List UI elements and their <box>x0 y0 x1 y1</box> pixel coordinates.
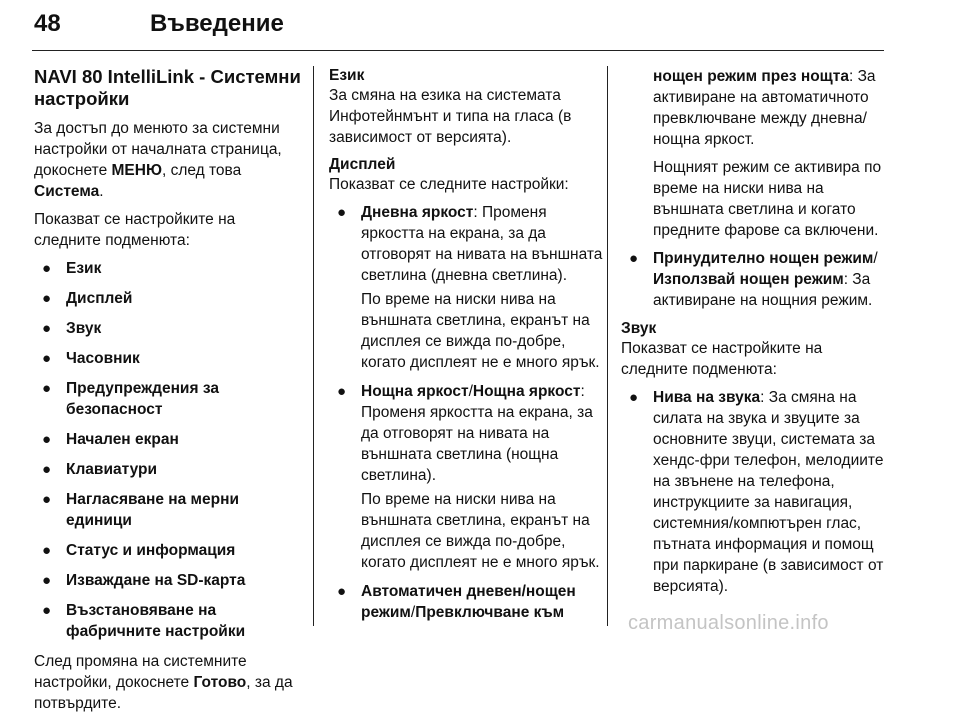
list-item <box>329 202 609 373</box>
submenu-list <box>34 258 304 642</box>
display-section <box>329 155 609 623</box>
sound-heading: Звук <box>621 320 657 337</box>
bullet-icon: ● <box>42 491 52 508</box>
list-item-label: Език <box>66 260 102 277</box>
list-item-label: Клавиатури <box>66 461 157 478</box>
auto-mode-label-2: Превключване към <box>415 604 565 621</box>
list-item-label: Предупреждения за безопасност <box>66 380 219 418</box>
done-keyword: Готово <box>193 674 247 691</box>
list-item <box>621 248 891 311</box>
forced-slash: / <box>873 250 878 267</box>
list-item-label: Начален екран <box>66 431 179 448</box>
confirm-text-a: След промяна на системните настройки, докоснете <box>34 653 247 691</box>
volume-levels-label: Нива на звука <box>653 389 761 406</box>
day-brightness-text: : Променя яркостта на екрана, за да отговорят на нивата на външната светлина (дневна светлина). <box>361 204 603 284</box>
bullet-icon: ● <box>42 380 52 397</box>
list-item <box>34 288 304 309</box>
section-heading-system-settings: NAVI 80 IntelliLink - Системни настройки <box>34 66 301 109</box>
list-item <box>34 540 304 561</box>
list-item <box>329 381 609 573</box>
watermark: carmanualsonline.info <box>628 612 829 634</box>
volume-levels-text: : За смяна на силата на звука и звуците за основните звуци, системата за хендс-фри телефон, мелодиите на звънене на телефона, инструкциите за навигация, системния/компютърен глас, пътната информация и помощ при паркиране (в зависимост от версията). <box>653 389 884 595</box>
list-item-label: Статус и информация <box>66 542 236 559</box>
submenus-intro: Показват се настройките на следните подменюта: <box>34 211 236 249</box>
column-1 <box>34 66 304 721</box>
bullet-icon: ● <box>629 389 639 406</box>
system-keyword: Система <box>34 183 100 200</box>
list-item-label: Дисплей <box>66 290 133 307</box>
language-heading: Език <box>329 67 365 84</box>
confirm-paragraph <box>34 651 304 714</box>
bullet-icon: ● <box>42 350 52 367</box>
bullet-icon: ● <box>42 602 52 619</box>
night-brightness-text: : Променя яркостта на екрана, за да отговорят на нивата на външната светлина (нощна светлина). <box>361 383 593 484</box>
list-item <box>34 600 304 642</box>
use-night-mode-label: Използвай нощен режим <box>653 271 844 288</box>
list-item <box>621 387 891 597</box>
list-item-label: Звук <box>66 320 102 337</box>
sound-intro: Показват се настройките на следните подменюта: <box>621 340 823 378</box>
bullet-icon: ● <box>337 383 347 400</box>
night-brightness-note: По време на ниски нива на външната светлина, екранът на дисплея се вижда по-добре, когато дисплеят не е много ярък. <box>361 491 600 571</box>
language-section <box>329 66 609 148</box>
list-item <box>34 348 304 369</box>
display-settings-list <box>329 202 609 623</box>
night-brightness-label: Нощна яркост <box>361 383 469 400</box>
list-item <box>34 570 304 591</box>
display-heading: Дисплей <box>329 156 396 173</box>
display-intro: Показват се следните настройки: <box>329 176 569 193</box>
bullet-icon: ● <box>42 290 52 307</box>
intro-text-a: За достъп до менюто за системни настройки от началната страница, докоснете <box>34 120 282 179</box>
list-item <box>34 318 304 339</box>
list-item <box>34 489 304 531</box>
forced-night-label: Принудително нощен режим <box>653 250 874 267</box>
auto-mode-continued <box>621 66 891 241</box>
bullet-icon: ● <box>42 461 52 478</box>
night-brightness-label-2: Нощна яркост <box>472 383 581 400</box>
bullet-icon: ● <box>42 542 52 559</box>
day-brightness-note: По време на ниски нива на външната светлина, екранът на дисплея се вижда по-добре, когато дисплеят не е много ярък. <box>361 291 600 371</box>
bullet-icon: ● <box>629 250 639 267</box>
night-mode-label: нощен режим през нощта <box>653 68 849 85</box>
page-number: 48 <box>34 10 61 37</box>
list-item <box>329 581 609 623</box>
intro-text-b: , след това <box>161 162 242 179</box>
confirm-text-b: , за да потвърдите. <box>34 674 293 712</box>
list-item-label: Нагласяване на мерни единици <box>66 491 239 529</box>
page-header <box>32 6 884 51</box>
forced-night-text: : За активиране на нощния режим. <box>653 271 873 309</box>
list-item <box>34 378 304 420</box>
bullet-icon: ● <box>42 260 52 277</box>
auto-mode-note: Нощният режим се активира по време на ниски нива на външната светлина и когато предните фарове са включени. <box>653 159 882 239</box>
list-item <box>34 459 304 480</box>
column-2 <box>329 66 609 631</box>
bullet-icon: ● <box>42 320 52 337</box>
bullet-icon: ● <box>337 204 347 221</box>
bullet-icon: ● <box>42 572 52 589</box>
auto-mode-cont-paragraph <box>653 66 891 150</box>
bullet-icon: ● <box>337 583 347 600</box>
list-item-label: Възстановяване на фабричните настройки <box>66 602 246 640</box>
menu-keyword: МЕНЮ <box>111 162 162 179</box>
sound-settings-list <box>621 387 891 597</box>
intro-paragraph <box>34 118 304 202</box>
intro-text-c: . <box>99 183 104 200</box>
column-3 <box>621 66 891 605</box>
night-slash: / <box>468 383 473 400</box>
sound-section <box>621 319 891 597</box>
forced-night-list <box>621 248 891 311</box>
bullet-icon: ● <box>42 431 52 448</box>
list-item-label: Изваждане на SD-карта <box>66 572 246 589</box>
auto-mode-text: : За активиране на автоматичното превключване между дневна/нощна яркост. <box>653 68 876 148</box>
language-text: За смяна на езика на системата Инфотейнмънт и типа на гласа (в зависимост от версията). <box>329 87 572 146</box>
column-divider-1 <box>313 66 314 626</box>
day-brightness-label: Дневна яркост <box>361 204 474 221</box>
list-item <box>34 429 304 450</box>
auto-mode-label: Автоматичен дневен/нощен режим <box>361 583 576 621</box>
auto-slash: / <box>410 604 416 621</box>
list-item-label: Часовник <box>66 350 140 367</box>
header-title: Въведение <box>150 10 284 37</box>
list-item <box>34 258 304 279</box>
